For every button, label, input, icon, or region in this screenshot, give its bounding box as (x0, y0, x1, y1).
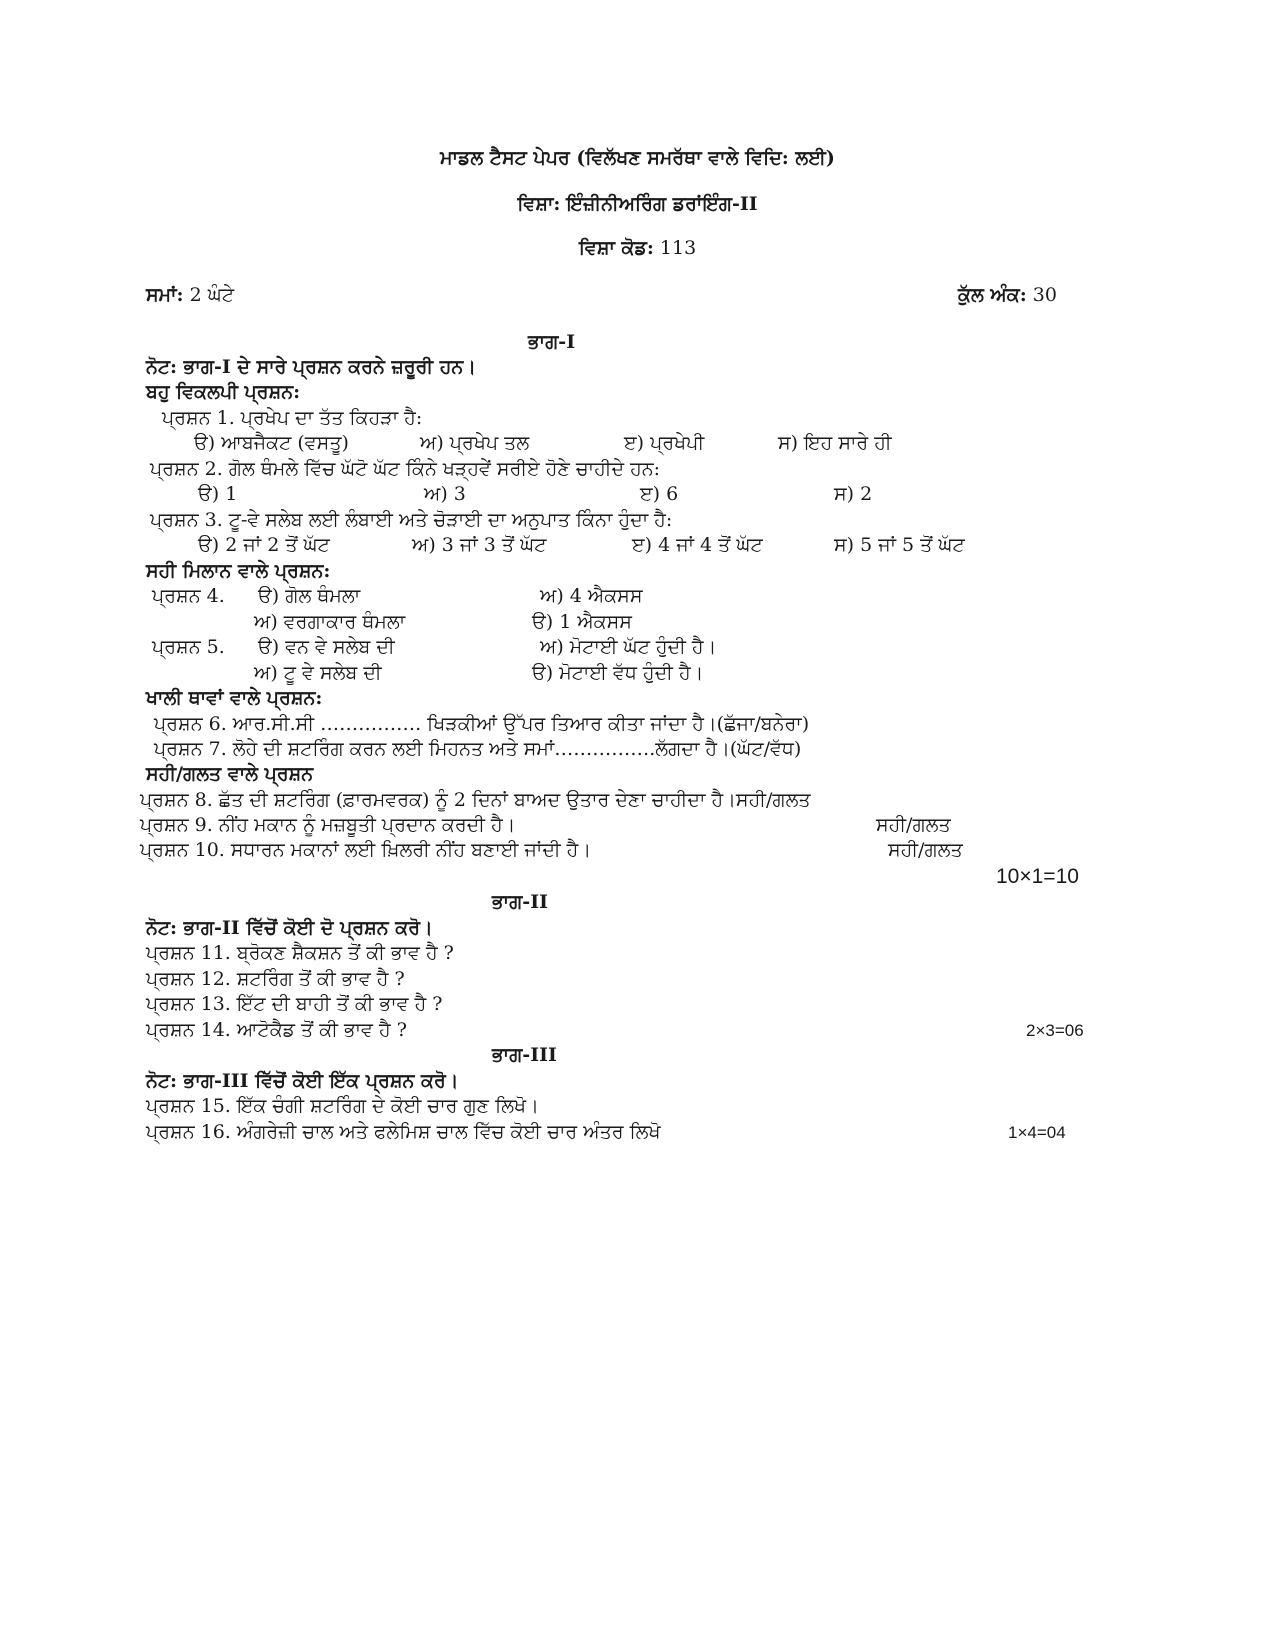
subject-line (0, 192, 1275, 216)
time-line (146, 283, 234, 307)
part2-note: ਨੋਟ: ਭਾਗ-II ਵਿੱਚੋਂ ਕੋਈ ਦੋ ਪ੍ਰਸ਼ਨ ਕਰੋ। (146, 917, 433, 939)
q9-answer-choice: ਸਹੀ/ਗਲਤ (876, 814, 951, 836)
q4-right-1: ਅ) 4 ਐਕਸਸ (540, 585, 643, 607)
q2-option-a: ੳ) 1 (198, 483, 238, 505)
code-value: 113 (659, 237, 697, 259)
match-heading: ਸਹੀ ਮਿਲਾਨ ਵਾਲੇ ਪ੍ਰਸ਼ਨ: (146, 560, 331, 582)
q10-answer-choice: ਸਹੀ/ਗਲਤ (888, 839, 963, 861)
q2-option-d: ਸ) 2 (834, 483, 873, 505)
part2-marks: 2×3=06 (1026, 1021, 1084, 1040)
q3-option-d: ਸ) 5 ਜਾਂ 5 ਤੋਂ ਘੱਟ (834, 534, 965, 556)
question-3: ਪ੍ਰਸ਼ਨ 3. ਟੂ-ਵੇ ਸਲੇਬ ਲਈ ਲੰਬਾਈ ਅਤੇ ਚੋੜਾਈ ਦਾ ਅਨੁਪਾਤ ਕਿੰਨਾ ਹੁੰਦਾ ਹੈ: (150, 509, 673, 531)
q1-option-a: ੳ) ਆਬਜੈਕਟ (ਵਸਤੂ) (194, 432, 349, 454)
blank-heading: ਖਾਲੀ ਥਾਵਾਂ ਵਾਲੇ ਪ੍ਰਸ਼ਨ: (146, 687, 323, 709)
subject-value: ਇੰਜ਼ੀਨੀਅਰਿੰਗ ਡਰਾਂਇੰਗ-II (566, 193, 758, 215)
question-14: ਪ੍ਰਸ਼ਨ 14. ਆਟੋਕੈਡ ਤੋਂ ਕੀ ਭਾਵ ਹੈ ? (146, 1019, 407, 1041)
q1-option-d: ਸ) ਇਹ ਸਾਰੇ ਹੀ (778, 432, 892, 454)
part3-marks: 1×4=04 (1008, 1123, 1066, 1142)
q5-right-2: ੳ) ਮੋਟਾਈ ਵੱਧ ਹੁੰਦੀ ਹੈ। (532, 662, 704, 684)
part1-heading: ਭਾਗ-I (528, 331, 576, 353)
q3-option-c: ੲ) 4 ਜਾਂ 4 ਤੋਂ ਘੱਟ (632, 534, 763, 556)
q4-right-2: ੳ) 1 ਐਕਸਸ (532, 611, 632, 633)
question-5-label: ਪ੍ਰਸ਼ਨ 5. (152, 636, 225, 658)
part3-heading: ਭਾਗ-III (492, 1044, 557, 1066)
question-15: ਪ੍ਰਸ਼ਨ 15. ਇੱਕ ਚੰਗੀ ਸ਼ਟਰਿੰਗ ਦੇ ਕੋਈ ਚਾਰ ਗੁਣ ਲਿਖੋ। (146, 1095, 539, 1117)
marks-label: ਕੁੱਲ ਅੰਕ: (958, 284, 1027, 306)
marks-value: 30 (1032, 284, 1057, 306)
paper-title: ਮਾਡਲ ਟੈਸਟ ਪੇਪਰ (ਵਿਲੱਖਣ ਸਮਰੱਥਾ ਵਾਲੇ ਵਿਦਿ: ਲਈ) (440, 147, 835, 169)
q5-right-1: ਅ) ਮੋਟਾਈ ਘੱਟ ਹੁੰਦੀ ਹੈ। (540, 636, 717, 658)
question-9: ਪ੍ਰਸ਼ਨ 9. ਨੀਂਹ ਮਕਾਨ ਨੂੰ ਮਜ਼ਬੂਤੀ ਪ੍ਰਦਾਨ ਕਰਦੀ ਹੈ। (140, 814, 516, 836)
question-13: ਪ੍ਰਸ਼ਨ 13. ਇੱਟ ਦੀ ਬਾਹੀ ਤੋਂ ਕੀ ਭਾਵ ਹੈ ? (146, 993, 443, 1015)
question-10: ਪ੍ਰਸ਼ਨ 10. ਸਧਾਰਨ ਮਕਾਨਾਂ ਲਈ ਖ਼ਿਲਰੀ ਨੀਂਹ ਬਣਾਈ ਜਾਂਦੀ ਹੈ। (140, 839, 592, 861)
q1-option-c: ੲ) ਪ੍ਰਖੇਪੀ (624, 432, 705, 454)
question-7: ਪ੍ਰਸ਼ਨ 7. ਲੋਹੇ ਦੀ ਸ਼ਟਰਿੰਗ ਕਰਨ ਲਈ ਮਿਹਨਤ ਅਤੇ ਸਮਾਂ…………….ਲੱਗਦਾ ਹੈ।(ਘੱਟ/ਵੱਧ) (154, 738, 802, 760)
question-8: ਪ੍ਰਸ਼ਨ 8. ਛੱਤ ਦੀ ਸ਼ਟਰਿੰਗ (ਫ਼ਾਰਮਵਰਕ) ਨੂੰ 2 ਦਿਨਾਂ ਬਾਅਦ ਉਤਾਰ ਦੇਣਾ ਚਾਹੀਦਾ ਹੈ।ਸਹੀ/ਗਲਤ (140, 789, 811, 811)
subject-code-line (0, 236, 1275, 260)
part1-note: ਨੋਟ: ਭਾਗ-I ਦੇ ਸਾਰੇ ਪ੍ਰਸ਼ਨ ਕਰਨੇ ਜ਼ਰੂਰੀ ਹਨ। (146, 356, 477, 378)
q5-left-2: ਅ) ਟੂ ਵੇ ਸਲੇਬ ਦੀ (254, 662, 382, 684)
question-2: ਪ੍ਰਸ਼ਨ 2. ਗੋਲ ਥੰਮਲੇ ਵਿੱਚ ਘੱਟੋ ਘੱਟ ਕਿੰਨੇ ਖੜ੍ਹਵੇਂ ਸਰੀਏ ਹੋਣੇ ਚਾਹੀਦੇ ਹਨ: (150, 458, 661, 480)
mcq-heading: ਬਹੁ ਵਿਕਲਪੀ ਪ੍ਰਸ਼ਨ: (146, 381, 301, 403)
part3-note: ਨੋਟ: ਭਾਗ-III ਵਿੱਚੋਂ ਕੋਈ ਇੱਕ ਪ੍ਰਸ਼ਨ ਕਰੋ। (146, 1070, 459, 1092)
question-4-label: ਪ੍ਰਸ਼ਨ 4. (152, 585, 225, 607)
question-11: ਪ੍ਰਸ਼ਨ 11. ਬ੍ਰੋਕਣ ਸ਼ੈਕਸ਼ਨ ਤੋਂ ਕੀ ਭਾਵ ਹੈ ? (146, 942, 454, 964)
part1-marks: 10×1=10 (996, 865, 1079, 888)
question-12: ਪ੍ਰਸ਼ਨ 12. ਸ਼ਟਰਿੰਗ ਤੋਂ ਕੀ ਭਾਵ ਹੈ ? (146, 968, 405, 990)
question-1: ਪ੍ਰਸ਼ਨ 1. ਪ੍ਰਖੇਪ ਦਾ ਤੱਤ ਕਿਹੜਾ ਹੈ: (162, 407, 423, 429)
total-marks-line (958, 283, 1057, 307)
part2-heading: ਭਾਗ-II (492, 891, 548, 913)
q1-option-b: ਅ) ਪ੍ਰਖੇਪ ਤਲ (420, 432, 530, 454)
question-16: ਪ੍ਰਸ਼ਨ 16. ਅੰਗਰੇਜ਼ੀ ਚਾਲ ਅਤੇ ਫਲੇਮਿਸ਼ ਚਾਲ ਵਿੱਚ ਕੋਈ ਚਾਰ ਅੰਤਰ ਲਿਖੋ (146, 1121, 661, 1143)
true-false-heading: ਸਹੀ/ਗਲਤ ਵਾਲੇ ਪ੍ਰਸ਼ਨ (146, 763, 314, 785)
q2-option-b: ਅ) 3 (424, 483, 466, 505)
subject-label: ਵਿਸ਼ਾ: (517, 193, 561, 215)
q4-left-1: ੳ) ਗੋਲ ਥੰਮਲਾ (258, 585, 361, 607)
q5-left-1: ੳ) ਵਨ ਵੇ ਸਲੇਬ ਦੀ (258, 636, 395, 658)
q4-left-2: ਅ) ਵਰਗਾਕਾਰ ਥੰਮਲਾ (254, 611, 406, 633)
time-value: 2 ਘੰਟੇ (189, 284, 235, 306)
q2-option-c: ੲ) 6 (640, 483, 679, 505)
code-label: ਵਿਸ਼ਾ ਕੋਡ: (578, 237, 654, 259)
q3-option-b: ਅ) 3 ਜਾਂ 3 ਤੋਂ ਘੱਟ (412, 534, 547, 556)
q3-option-a: ੳ) 2 ਜਾਂ 2 ਤੋਂ ਘੱਟ (198, 534, 330, 556)
time-label: ਸਮਾਂ: (146, 284, 184, 306)
question-6: ਪ੍ਰਸ਼ਨ 6. ਆਰ.ਸੀ.ਸੀ ……………. ਖਿੜਕੀਆਂ ਉੱਪਰ ਤਿਆਰ ਕੀਤਾ ਜਾਂਦਾ ਹੈ।(ਛੱਜਾ/ਬਨੇਰਾ) (154, 713, 810, 735)
